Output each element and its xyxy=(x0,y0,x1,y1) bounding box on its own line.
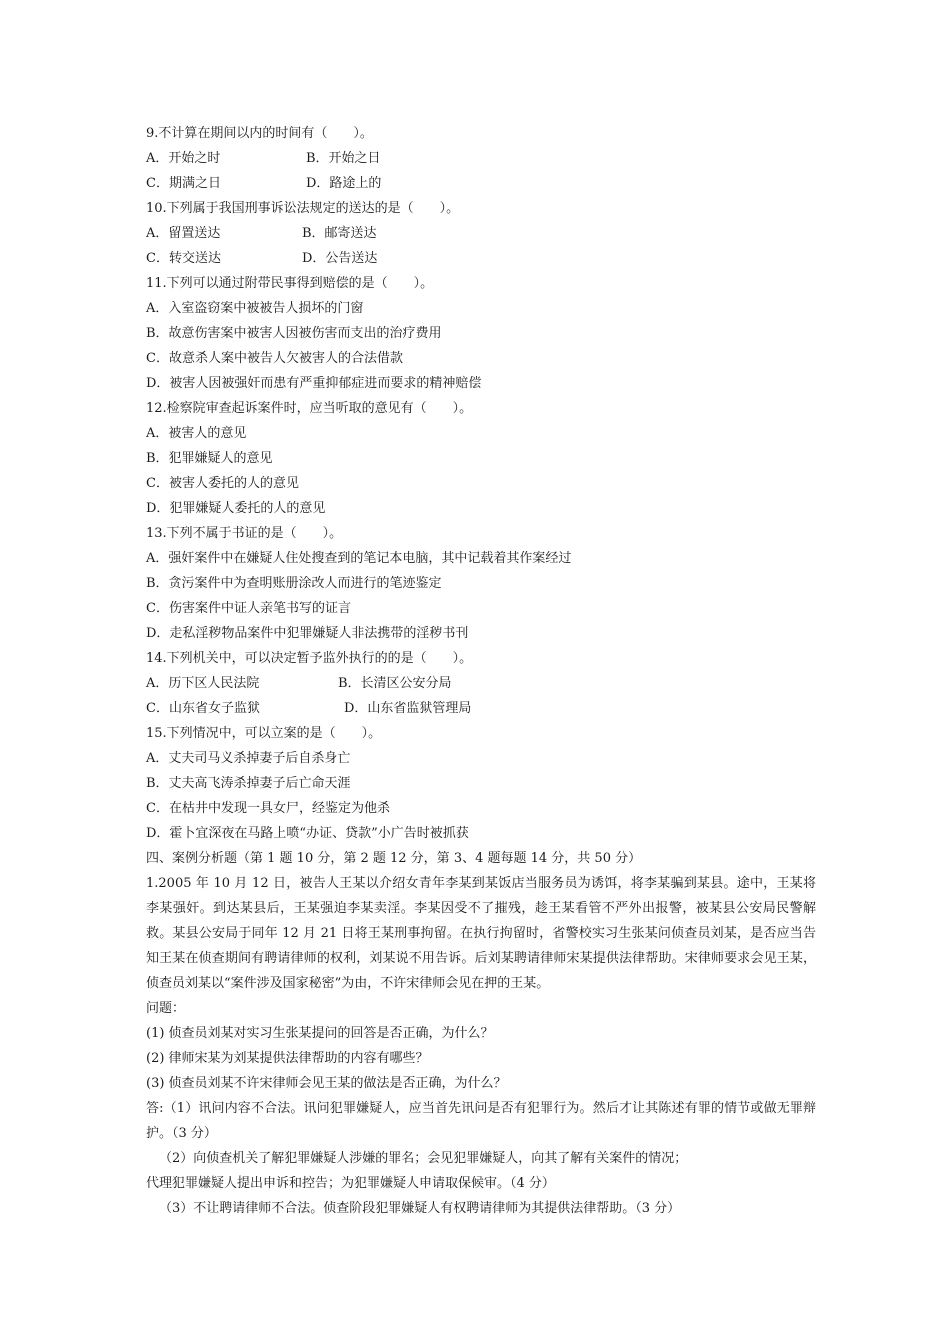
q15-option-b: B．丈夫高飞涛杀掉妻子后亡命天涯 xyxy=(146,776,351,791)
case1-answer-2-line-2: 代理犯罪嫌疑人提出申诉和控告；为犯罪嫌疑人申请取保候审。（4 分） xyxy=(146,1176,555,1191)
q12-option-d: D．犯罪嫌疑人委托的人的意见 xyxy=(146,501,326,516)
q15-option-c: C．在枯井中发现一具女尸，经鉴定为他杀 xyxy=(146,801,390,816)
questions-label: 问题： xyxy=(146,1001,186,1016)
q13-option-a: A．强奸案件中在嫌疑人住处搜查到的笔记本电脑，其中记载着其作案经过 xyxy=(146,551,572,566)
q10-option-a: A．留置送达 xyxy=(146,226,221,241)
document-page xyxy=(146,121,816,1221)
q14-options-row-1 xyxy=(146,671,816,696)
q12-option-c: C．被害人委托的人的意见 xyxy=(146,476,299,491)
q14-option-b: B．长清区公安分局 xyxy=(338,676,452,691)
q13-option-c: C．伤害案件中证人亲笔书写的证言 xyxy=(146,601,351,616)
q10-stem: 10.下列属于我国刑事诉讼法规定的送达的是（ ）。 xyxy=(146,201,460,216)
case1-answer-2-line-1: （2）向侦查机关了解犯罪嫌疑人涉嫌的罪名；会见犯罪嫌疑人，向其了解有关案件的情况； xyxy=(159,1151,688,1166)
q9-option-a: A．开始之时 xyxy=(146,151,221,166)
q14-option-a: A．历下区人民法院 xyxy=(146,676,260,691)
q15-stem: 15.下列情况中，可以立案的是（ ）。 xyxy=(146,726,382,741)
q9-options-row-1 xyxy=(146,146,816,171)
q13-option-d: D．走私淫秽物品案件中犯罪嫌疑人非法携带的淫秽书刊 xyxy=(146,626,469,641)
case1-question-1: (1) 侦查员刘某对实习生张某提问的回答是否正确，为什么？ xyxy=(146,1026,494,1041)
q11-stem: 11.下列可以通过附带民事得到赔偿的是（ ）。 xyxy=(146,276,434,291)
case1-answer-3: （3）不让聘请律师不合法。侦查阶段犯罪嫌疑人有权聘请律师为其提供法律帮助。（3 分） xyxy=(159,1201,681,1216)
q9-options-row-2 xyxy=(146,171,816,196)
q10-option-b: B．邮寄送达 xyxy=(302,226,377,241)
q9-stem: 9.不计算在期间以内的时间有（ ）。 xyxy=(146,126,373,141)
q14-option-c: C．山东省女子监狱 xyxy=(146,701,260,716)
case1-question-3: (3) 侦查员刘某不许宋律师会见王某的做法是否正确，为什么？ xyxy=(146,1076,507,1091)
section4-heading: 四、案例分析题（第 1 题 10 分，第 2 题 12 分，第 3、4 题每题 14 分，共 50 分） xyxy=(146,851,642,866)
q10-options-row-2 xyxy=(146,246,816,271)
q13-stem: 13.下列不属于书证的是（ ）。 xyxy=(146,526,343,541)
q14-options-row-2 xyxy=(146,696,816,721)
q13-option-b: B．贪污案件中为查明账册涂改人而进行的笔迹鉴定 xyxy=(146,576,442,591)
q9-option-d: D．路途上的 xyxy=(306,176,382,191)
q11-option-c: C．故意杀人案中被告人欠被害人的合法借款 xyxy=(146,351,403,366)
q11-option-d: D．被害人因被强奸而患有严重抑郁症进而要求的精神赔偿 xyxy=(146,376,482,391)
q12-option-a: A．被害人的意见 xyxy=(146,426,247,441)
case1-text: 1.2005 年 10 月 12 日，被告人王某以介绍女青年李某到某饭店当服务员为诱饵，将李某骗到某县。途中，王某将李某强奸。到达某县后，王某强迫李某卖淫。李某因受不了摧残，趁王某看管不严外出报警，被某县公安局民警解救。某县公安局于同年 12 月 21 日将王某刑事拘留。在执行拘留时，省警校实习生张某问侦查员刘某，是否应当告知王某在侦查期间有聘请律师的权利，刘某说不用告诉。后刘某聘请律师宋某提供法律帮助。宋律师要求会见王某，侦查员刘某以“案件涉及国家秘密”为由，不许宋律师会见在押的王某。 xyxy=(146,876,816,991)
q9-option-c: C．期满之日 xyxy=(146,176,221,191)
q14-option-d: D．山东省监狱管理局 xyxy=(344,701,472,716)
q11-option-a: A．入室盗窃案中被被告人损坏的门窗 xyxy=(146,301,364,316)
q12-stem: 12.检察院审查起诉案件时，应当听取的意见有（ ）。 xyxy=(146,401,473,416)
q9-option-b: B．开始之日 xyxy=(306,151,381,166)
q14-stem: 14.下列机关中，可以决定暂予监外执行的的是（ ）。 xyxy=(146,651,473,666)
q10-option-c: C．转交送达 xyxy=(146,251,221,266)
q12-option-b: B．犯罪嫌疑人的意见 xyxy=(146,451,273,466)
q15-option-a: A．丈夫司马义杀掉妻子后自杀身亡 xyxy=(146,751,351,766)
q10-option-d: D．公告送达 xyxy=(302,251,378,266)
q15-option-d: D．霍卜宜深夜在马路上喷“办证、贷款”小广告时被抓获 xyxy=(146,826,469,841)
case1-answer-1: 答:（1）讯问内容不合法。讯问犯罪嫌疑人，应当首先讯问是否有犯罪行为。然后才让其陈述有罪的情节或做无罪辩护。（3 分） xyxy=(146,1101,816,1141)
q10-options-row-1 xyxy=(146,221,816,246)
q11-option-b: B．故意伤害案中被害人因被伤害而支出的治疗费用 xyxy=(146,326,442,341)
case1-question-2: (2) 律师宋某为刘某提供法律帮助的内容有哪些？ xyxy=(146,1051,429,1066)
